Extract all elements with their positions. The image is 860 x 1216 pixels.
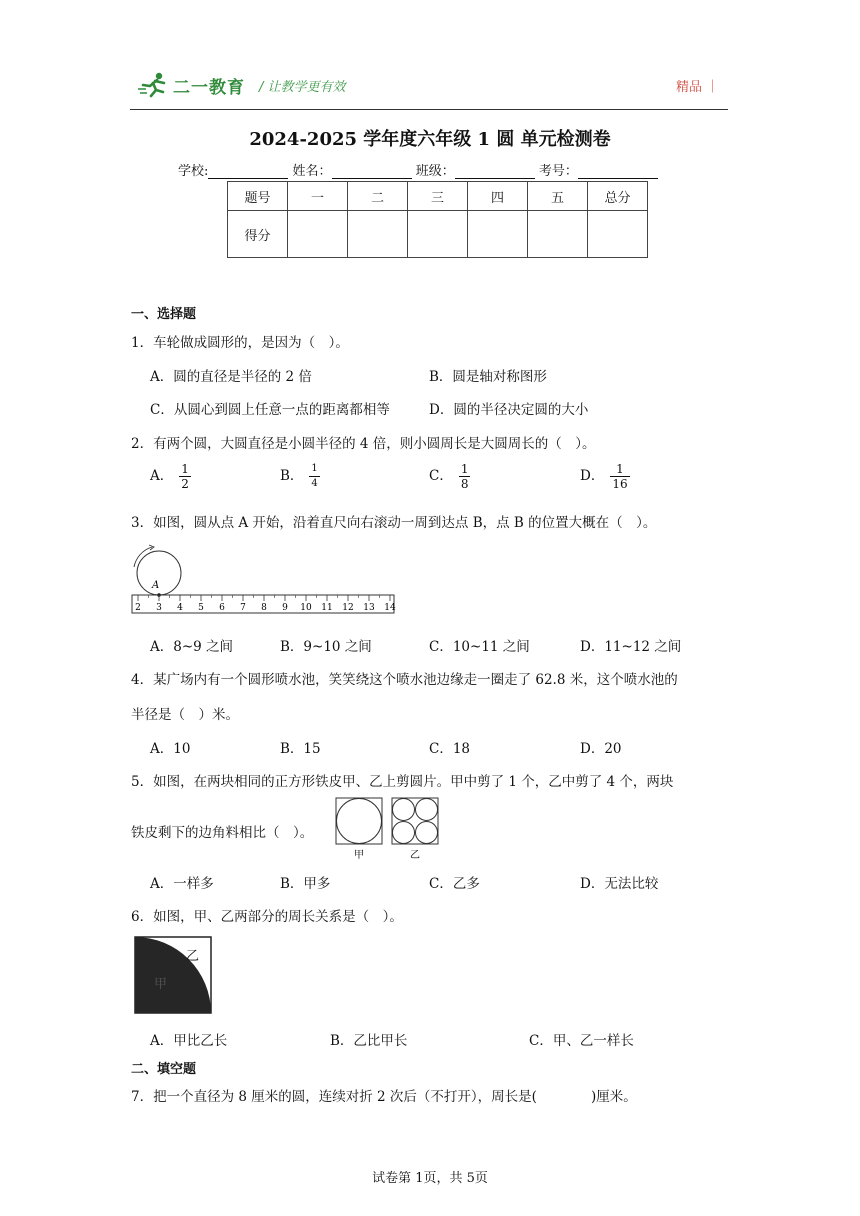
score-header: 题号 bbox=[228, 182, 288, 211]
option-label: B． bbox=[280, 468, 304, 484]
q1-option-b[interactable]: B．圆是轴对称图形 bbox=[429, 369, 547, 385]
header-divider bbox=[130, 109, 728, 110]
numerator: 1 bbox=[309, 462, 319, 477]
score-header: 五 bbox=[528, 182, 588, 211]
q1-option-d[interactable]: D．圆的半径决定圆的大小 bbox=[429, 402, 589, 418]
figure-label-jia: 甲 bbox=[354, 850, 364, 861]
ruler-tick-label: 6 bbox=[219, 603, 225, 613]
q5-option-c[interactable]: C．乙多 bbox=[429, 876, 480, 892]
question-3-stem: 3．如图，圆从点 A 开始，沿着直尺向右滚动一周到达点 B，点 B 的位置大概在（ ）。 bbox=[131, 515, 657, 531]
question-2-stem: 2．有两个圆，大圆直径是小圆半径的 4 倍，则小圆周长是大圆周长的（ ）。 bbox=[131, 436, 596, 452]
ruler-tick-label: 11 bbox=[321, 603, 333, 613]
score-row-label: 得分 bbox=[228, 211, 288, 258]
name-label: 姓名： bbox=[292, 164, 332, 179]
q5-option-d[interactable]: D．无法比较 bbox=[580, 876, 659, 892]
small-circle bbox=[393, 799, 415, 821]
score-cell[interactable] bbox=[468, 211, 528, 258]
denominator: 4 bbox=[311, 478, 318, 489]
page-title: 2024-2025 学年度六年级 1 圆 单元检测卷 bbox=[249, 129, 611, 150]
ruler-tick-label: 3 bbox=[156, 603, 162, 613]
fraction bbox=[459, 462, 471, 491]
question-6-stem: 6．如图，甲、乙两部分的周长关系是（ ）。 bbox=[131, 909, 403, 925]
small-circle bbox=[416, 822, 438, 844]
school-field[interactable] bbox=[208, 164, 288, 179]
q6-option-b[interactable]: B．乙比甲长 bbox=[330, 1033, 408, 1049]
logo-text: 二一教育 bbox=[173, 77, 245, 98]
score-table bbox=[227, 181, 648, 258]
point-a-label: A bbox=[152, 580, 160, 591]
q6-option-a[interactable]: A．甲比乙长 bbox=[150, 1033, 228, 1049]
numerator: 1 bbox=[460, 462, 469, 476]
ruler-tick-label: 13 bbox=[363, 603, 375, 613]
question-7-stem: 7．把一个直径为 8 厘米的圆，连续对折 2 次后（不打开），周长是( )厘米。 bbox=[131, 1089, 637, 1105]
q6-option-c[interactable]: C．甲、乙一样长 bbox=[529, 1033, 634, 1049]
q1-option-a[interactable]: A．圆的直径是半径的 2 倍 bbox=[150, 369, 312, 385]
q3-option-c[interactable]: C．10~11 之间 bbox=[429, 639, 530, 655]
ruler-tick-label: 7 bbox=[240, 603, 246, 613]
student-info-line bbox=[178, 160, 658, 179]
rotation-arrow-icon bbox=[134, 547, 152, 567]
slogan: / 让教学更有效 bbox=[259, 80, 346, 95]
q4-option-c[interactable]: C．18 bbox=[429, 741, 471, 757]
option-label: D． bbox=[580, 468, 605, 484]
ruler-tick-label: 4 bbox=[177, 603, 183, 613]
score-cell[interactable] bbox=[348, 211, 408, 258]
q5-option-b[interactable]: B．甲多 bbox=[280, 876, 331, 892]
q3-option-d[interactable]: D．11~12 之间 bbox=[580, 639, 682, 655]
q4-option-a[interactable]: A．10 bbox=[150, 741, 191, 757]
ruler-tick-label: 5 bbox=[198, 603, 204, 613]
option-label: A． bbox=[150, 468, 174, 484]
brand-logo bbox=[137, 72, 245, 98]
numerator: 1 bbox=[181, 462, 189, 476]
page-footer: 试卷第 1页，共 5页 bbox=[372, 1171, 488, 1186]
score-header: 二 bbox=[348, 182, 408, 211]
q2-option-b[interactable] bbox=[280, 462, 320, 491]
question-4-stem-line1: 4．某广场内有一个圆形喷水池，笑笑绕这个喷水池边缘走一圈走了 62.8 米，这个喷水池的 bbox=[131, 672, 678, 688]
question-5-stem-line2: 铁皮剩下的边角料相比（ ）。 bbox=[131, 825, 314, 841]
fraction bbox=[610, 462, 629, 491]
q2-option-a[interactable] bbox=[150, 462, 191, 491]
ruler-tick-label: 8 bbox=[261, 603, 267, 613]
region-label-jia: 甲 bbox=[154, 977, 168, 992]
figure-label-yi: 乙 bbox=[410, 850, 420, 861]
score-header: 一 bbox=[288, 182, 348, 211]
q5-option-a[interactable]: A．一样多 bbox=[150, 876, 214, 892]
running-man-icon bbox=[137, 72, 171, 98]
square-circles-figure bbox=[334, 796, 442, 862]
score-header: 三 bbox=[408, 182, 468, 211]
premium-badge: 精品 ｜ bbox=[676, 80, 720, 95]
q3-option-a[interactable]: A．8~9 之间 bbox=[150, 639, 234, 655]
ruler-circle-figure bbox=[128, 543, 398, 615]
section-heading-choice: 一、选择题 bbox=[131, 307, 197, 322]
small-circle bbox=[393, 822, 415, 844]
small-circle bbox=[416, 799, 438, 821]
option-label: C． bbox=[429, 468, 453, 484]
exam-no-field[interactable] bbox=[578, 164, 658, 179]
q2-option-c[interactable] bbox=[429, 462, 470, 491]
class-field[interactable] bbox=[455, 164, 535, 179]
numerator: 1 bbox=[610, 462, 629, 477]
ruler-tick-label: 14 bbox=[384, 603, 396, 613]
q4-option-b[interactable]: B．15 bbox=[280, 741, 321, 757]
score-cell[interactable] bbox=[288, 211, 348, 258]
q4-option-d[interactable]: D．20 bbox=[580, 741, 622, 757]
ruler-tick-label: 10 bbox=[300, 603, 312, 613]
denominator: 16 bbox=[612, 477, 628, 491]
ruler-tick-label: 2 bbox=[135, 603, 141, 613]
score-header: 四 bbox=[468, 182, 528, 211]
score-header: 总分 bbox=[588, 182, 648, 211]
score-cell[interactable] bbox=[408, 211, 468, 258]
q1-option-c[interactable]: C．从圆心到圆上任意一点的距离都相等 bbox=[150, 402, 390, 418]
question-4-stem-line2: 半径是（ ）米。 bbox=[131, 707, 239, 723]
class-label: 班级： bbox=[415, 164, 455, 179]
fraction bbox=[179, 462, 191, 491]
ruler-tick-label: 9 bbox=[282, 603, 288, 613]
score-cell[interactable] bbox=[588, 211, 648, 258]
big-circle bbox=[337, 799, 382, 844]
denominator: 8 bbox=[460, 477, 469, 491]
question-1-stem: 1．车轮做成圆形的，是因为（ ）。 bbox=[131, 335, 349, 351]
score-cell[interactable] bbox=[528, 211, 588, 258]
exam-no-label: 考号： bbox=[538, 164, 578, 179]
fraction bbox=[309, 462, 319, 491]
school-label: 学校: bbox=[178, 164, 209, 179]
q2-option-d[interactable] bbox=[580, 462, 630, 491]
quarter-circle-figure bbox=[134, 936, 212, 1014]
denominator: 2 bbox=[181, 477, 189, 491]
name-field[interactable] bbox=[332, 164, 412, 179]
square-b bbox=[392, 798, 438, 844]
section-heading-fill: 二、填空题 bbox=[131, 1062, 197, 1077]
q3-option-b[interactable]: B．9~10 之间 bbox=[280, 639, 372, 655]
question-5-stem-line1: 5．如图，在两块相同的正方形铁皮甲、乙上剪圆片。甲中剪了 1 个，乙中剪了 4 个，两块 bbox=[131, 774, 674, 790]
region-label-yi: 乙 bbox=[186, 949, 200, 964]
ruler-tick-label: 12 bbox=[342, 603, 354, 613]
